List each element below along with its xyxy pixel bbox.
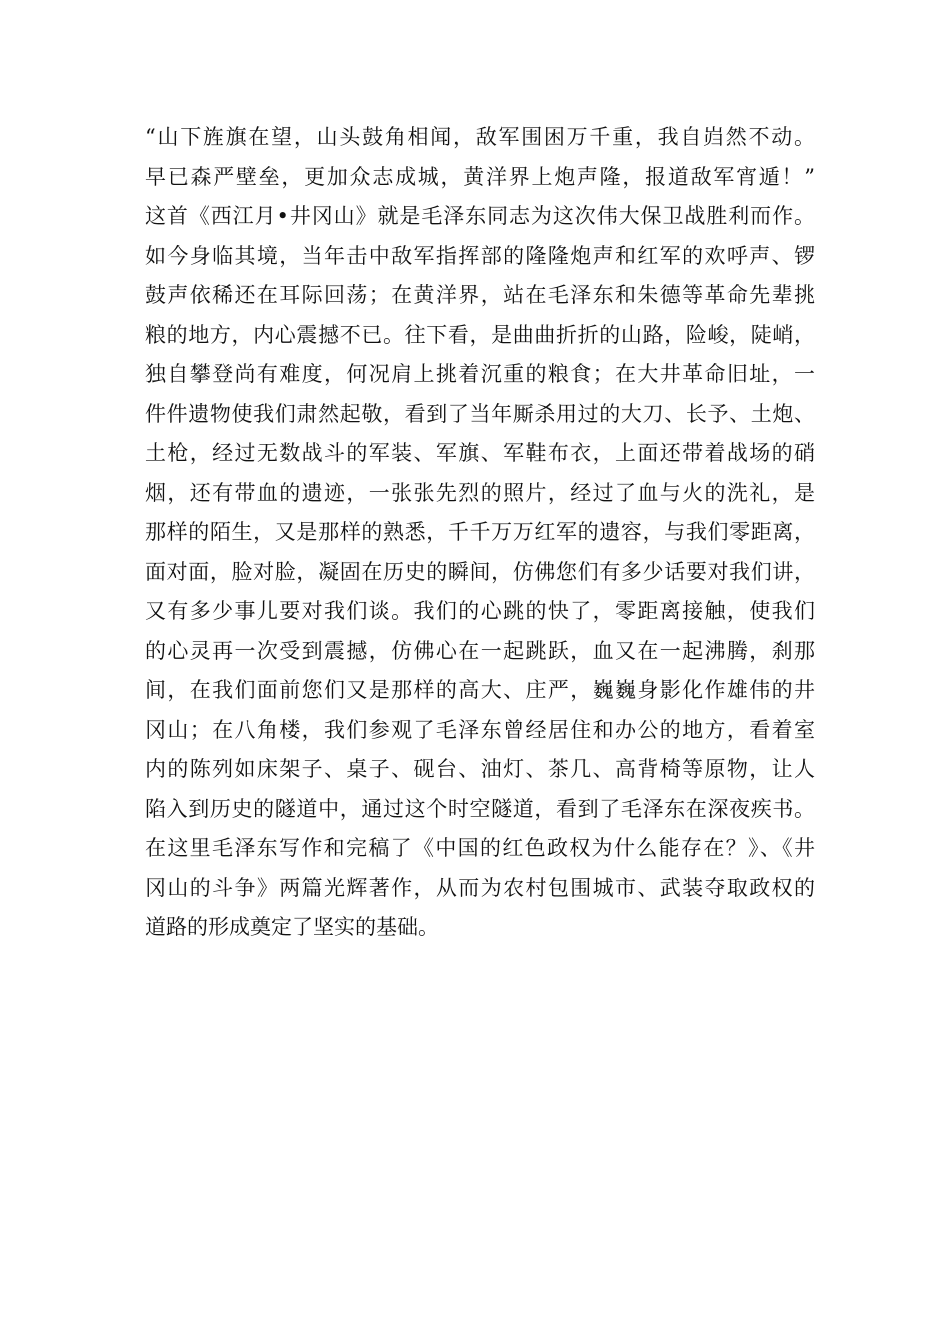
text-line: 内的陈列如床架子、桌子、砚台、油灯、茶几、高背椅等原物，让人	[145, 757, 815, 781]
text-line: 间，在我们面前您们又是那样的高大、庄严，巍巍身影化作雄伟的井	[145, 678, 815, 702]
text-line: 面对面，脸对脸，凝固在历史的瞬间，仿佛您们有多少话要对我们讲，	[145, 559, 815, 584]
text-line: 土枪，经过无数战斗的军装、军旗、军鞋布衣，上面还带着战场的硝	[145, 441, 815, 465]
text-line: 那样的陌生，又是那样的熟悉，千千万万红军的遗容，与我们零距离，	[145, 520, 815, 544]
text-line: 如今身临其境，当年击中敌军指挥部的隆隆炮声和红军的欢呼声、锣	[145, 243, 815, 268]
text-line: 冈山；在八角楼，我们参观了毛泽东曾经居住和办公的地方，看着室	[145, 717, 815, 742]
text-line: 鼓声依稀还在耳际回荡；在黄洋界，站在毛泽东和朱德等革命先辈挑	[145, 283, 815, 307]
text-line: 在这里毛泽东写作和完稿了《中国的红色政权为什么能存在？》、《井	[145, 836, 815, 860]
body-paragraph	[145, 118, 815, 948]
text-line: 的心灵再一次受到震撼，仿佛心在一起跳跃，血又在一起沸腾，刹那	[145, 638, 815, 663]
text-line: 冈山的斗争》两篇光辉著作，从而为农村包围城市、武装夺取政权的	[145, 875, 815, 900]
text-line: 独自攀登尚有难度，何况肩上挑着沉重的粮食；在大井革命旧址，一	[145, 362, 815, 386]
text-line: 道路的形成奠定了坚实的基础。	[145, 915, 439, 939]
text-line: 件件遗物使我们肃然起敬，看到了当年厮杀用过的大刀、长予、土炮、	[145, 401, 815, 426]
text-line: 早已森严壁垒，更加众志成城，黄洋界上炮声隆，报道敌军宵遁！”	[145, 164, 815, 189]
text-line: “山下旌旗在望，山头鼓角相闻，敌军围困万千重，我自岿然不动。	[145, 125, 815, 149]
text-line: 这首《西江月•井冈山》就是毛泽东同志为这次伟大保卫战胜利而作。	[145, 204, 815, 228]
text-line: 又有多少事儿要对我们谈。我们的心跳的快了，零距离接触，使我们	[145, 599, 815, 623]
text-line: 烟，还有带血的遗迹，一张张先烈的照片，经过了血与火的洗礼，是	[145, 480, 815, 505]
text-line: 陷入到历史的隧道中，通过这个时空隧道，看到了毛泽东在深夜疾书。	[145, 796, 815, 821]
text-line: 粮的地方，内心震撼不已。往下看，是曲曲折折的山路，险峻，陡峭，	[145, 322, 815, 347]
